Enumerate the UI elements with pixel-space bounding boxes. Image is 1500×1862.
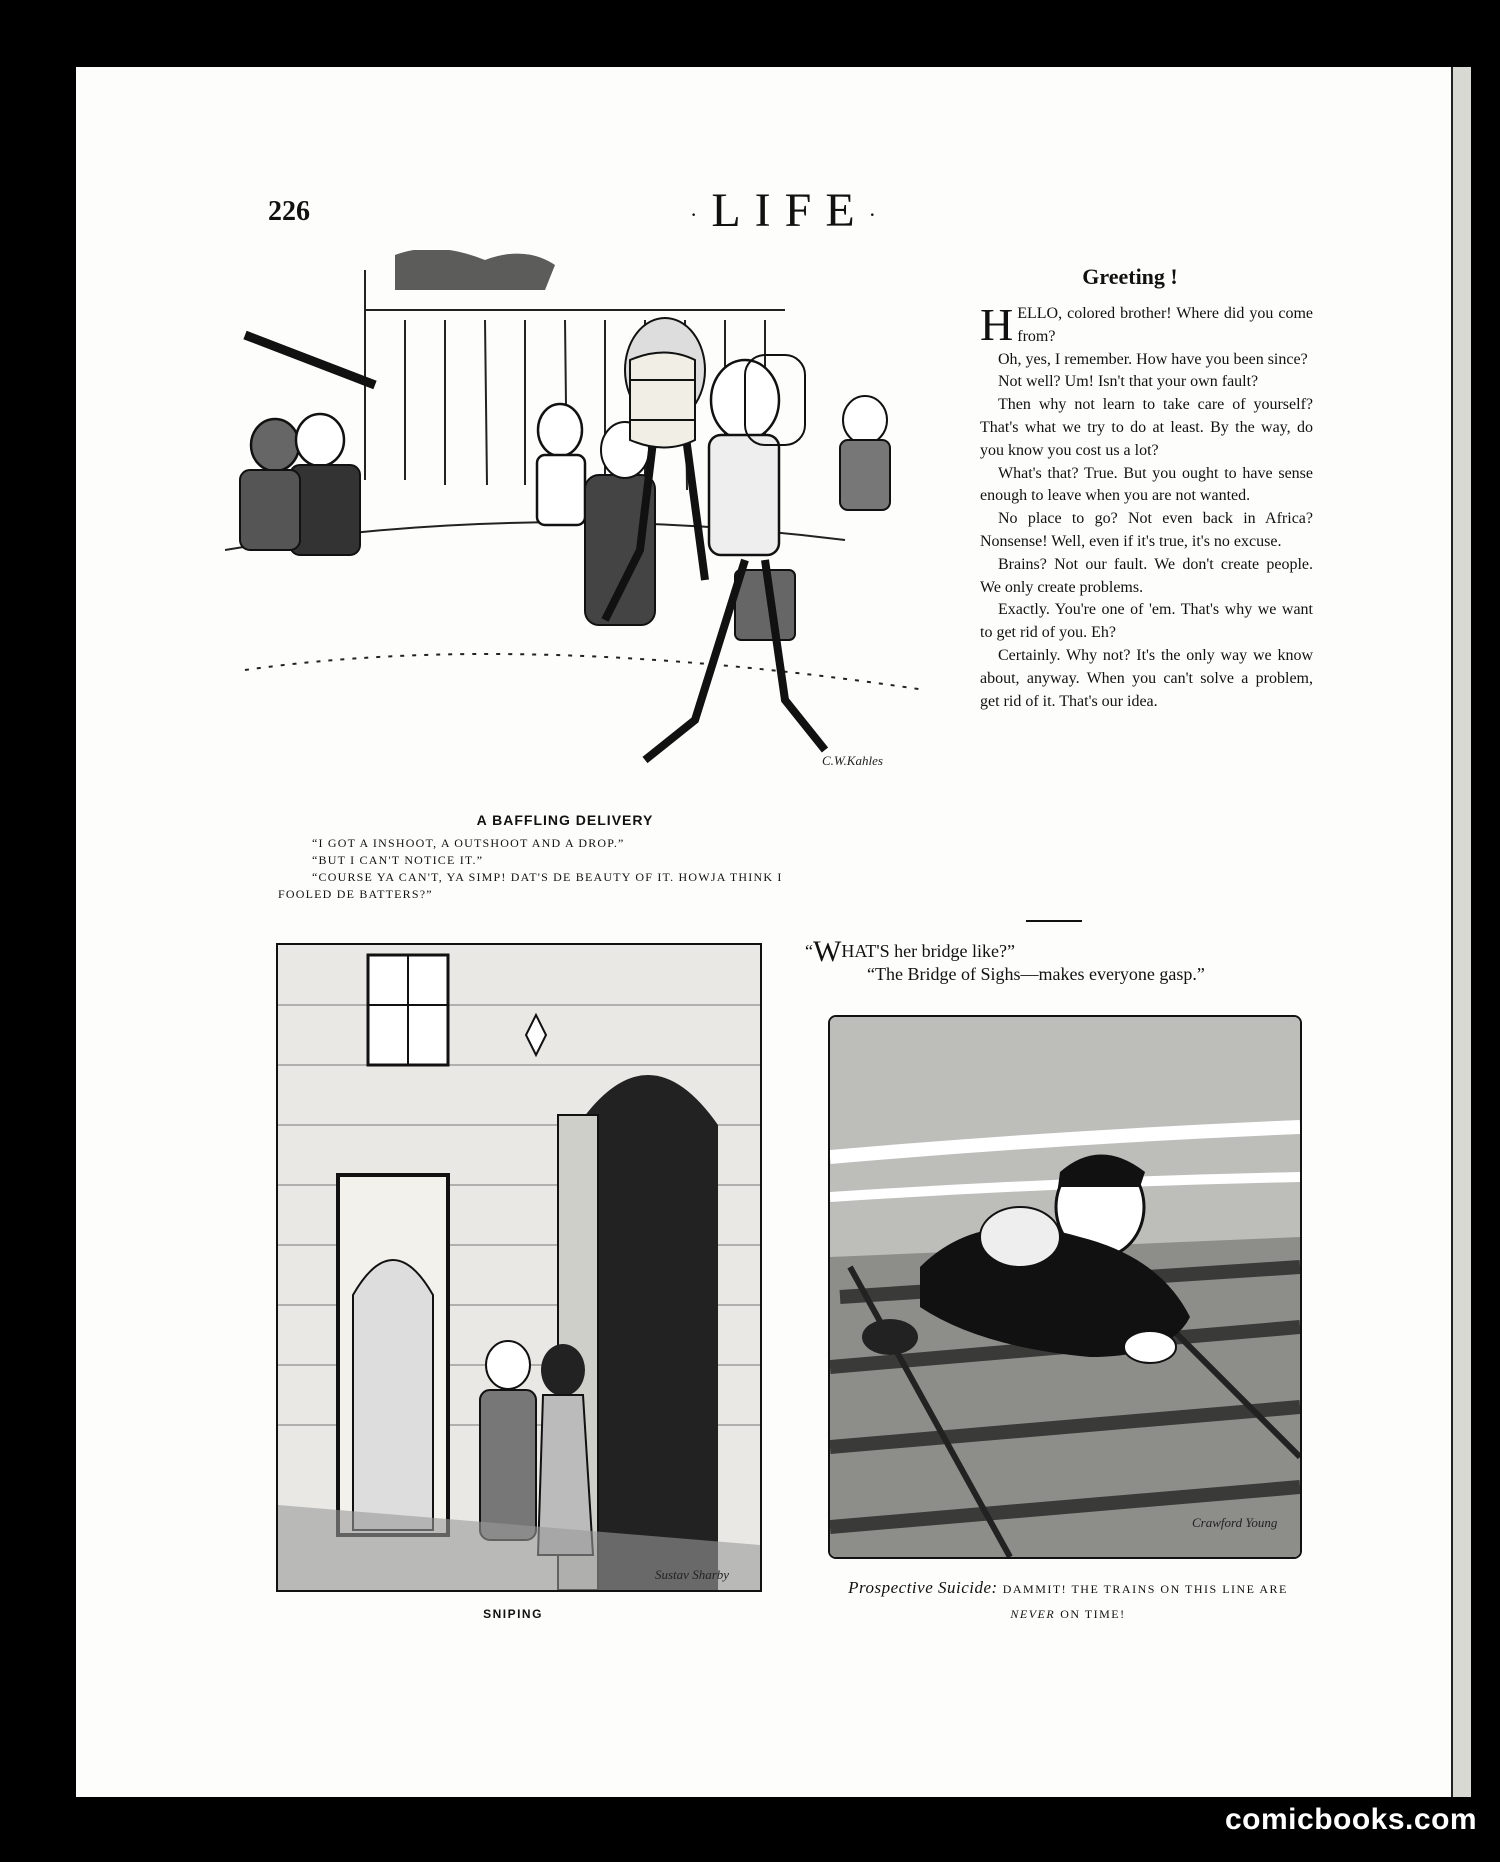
suicide-signature: Crawford Young — [1192, 1515, 1278, 1530]
greeting-paragraph: Oh, yes, I remember. How have you been since? — [998, 350, 1308, 368]
bridge-initial: W — [813, 935, 842, 968]
site-watermark: comicbooks.com — [1225, 1803, 1478, 1836]
greeting-heading: Greeting ! — [1082, 264, 1178, 289]
bridge-open-quote: “ — [805, 941, 813, 961]
suicide-caption-part2: ON TIME! — [1060, 1607, 1126, 1621]
bridge-joke — [805, 935, 1325, 985]
dialogue-line: “I GOT A INSHOOT, A OUTSHOOT AND A DROP.” — [312, 836, 625, 850]
greeting-first-text: ELLO, colored brother! Where did you come from? — [1017, 305, 1313, 345]
greeting-paragraph: Then why not learn to take care of yourself? That's what we try to do at least. By the way, do you know you cost us a lot? — [980, 396, 1313, 459]
bridge-line-2: “The Bridge of Sighs—makes everyone gasp.” — [867, 964, 1205, 984]
greeting-article — [980, 299, 1313, 713]
sniping-signature: Sustav Sharby — [655, 1567, 730, 1582]
suicide-caption — [838, 1576, 1298, 1627]
masthead — [690, 183, 890, 238]
greeting-paragraph: No place to go? Not even back in Africa? Nonsense! Well, even if it's true, it's no excuse. — [980, 510, 1313, 550]
suicide-illustration — [828, 1015, 1302, 1559]
masthead-title: LIFE — [711, 184, 869, 237]
baseball-caption-title: A BAFFLING DELIVERY — [476, 812, 654, 828]
sniping-illustration — [276, 943, 762, 1592]
sniping-drawing — [278, 945, 760, 1590]
greeting-paragraph — [980, 299, 1313, 350]
greeting-paragraph: What's that? True. But you ought to have sense enough to leave when you are not wanted. — [980, 464, 1313, 505]
drop-cap: H — [980, 299, 1014, 350]
suicide-caption-part1: DAMMIT! THE TRAINS ON THIS LINE ARE — [1002, 1582, 1288, 1596]
baseball-drawing — [225, 250, 945, 795]
greeting-paragraph: Brains? Not our fault. We don't create people. We only create problems. — [980, 555, 1313, 596]
dialogue-line: “COURSE YA CAN'T, YA SIMP! DAT'S DE BEAUTY OF IT. HOWJA THINK I — [312, 870, 783, 884]
section-divider — [1026, 920, 1082, 922]
sniping-caption: SNIPING — [483, 1607, 543, 1621]
page-number: 226 — [268, 196, 310, 227]
baseball-caption-dialogue — [278, 835, 938, 903]
bridge-line-1: HAT'S her bridge like?” — [841, 941, 1016, 961]
dialogue-line: FOOLED DE BATTERS?” — [278, 887, 433, 901]
suicide-drawing — [830, 1017, 1300, 1557]
dialogue-line: “BUT I CAN'T NOTICE IT.” — [312, 853, 484, 867]
baseball-illustration — [225, 250, 945, 795]
adjacent-page-edge — [1451, 67, 1471, 1797]
baseball-signature: C.W.Kahles — [822, 753, 883, 768]
masthead-dot-left: · — [690, 201, 712, 227]
greeting-paragraph: Not well? Um! Isn't that your own fault? — [998, 373, 1259, 391]
suicide-caption-never: NEVER — [1010, 1607, 1056, 1621]
greeting-paragraph: Exactly. You're one of 'em. That's why we want to get rid of you. Eh? — [980, 601, 1313, 642]
masthead-dot-right: · — [868, 201, 890, 227]
greeting-paragraph: Certainly. Why not? It's the only way we know about, anyway. When you can't solve a problem, get rid of it. That's our idea. — [980, 646, 1313, 710]
suicide-caption-lead: Prospective Suicide: — [848, 1578, 998, 1597]
